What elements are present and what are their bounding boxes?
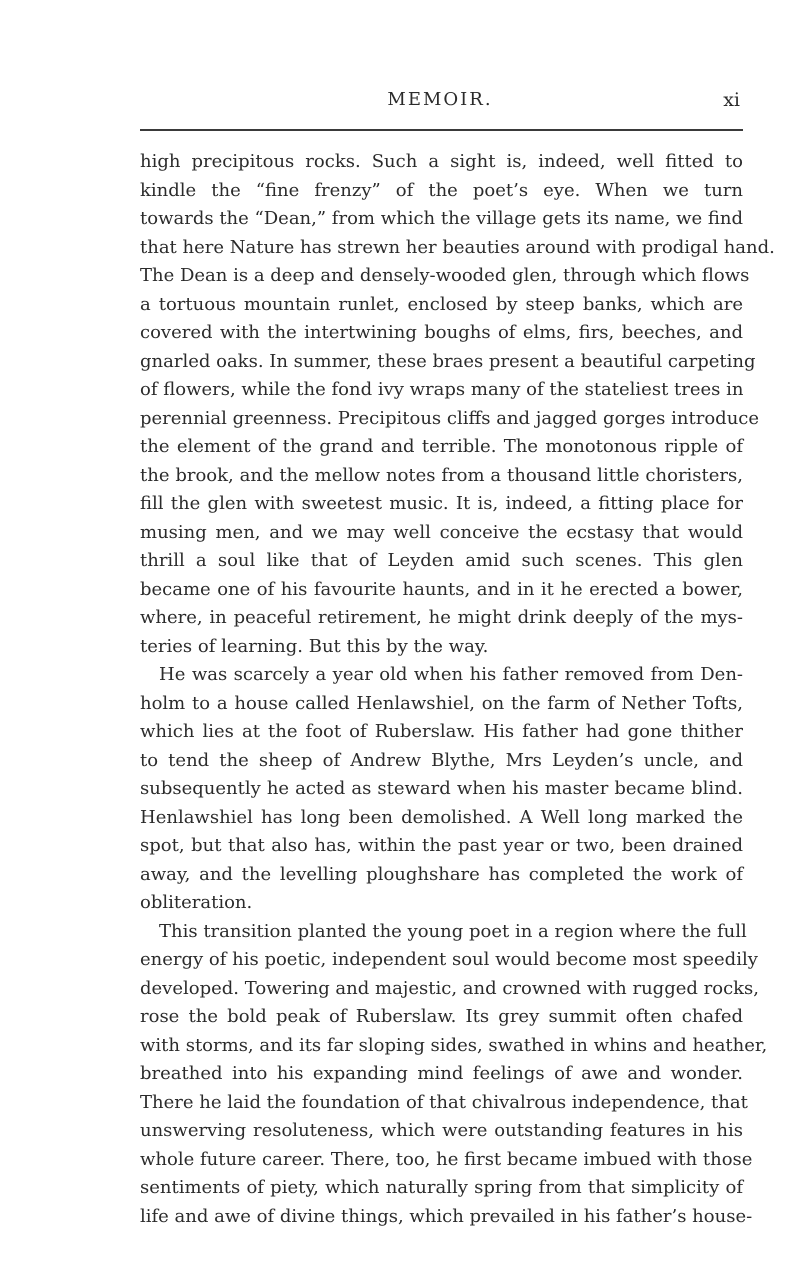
text-line: where, in peaceful retirement, he might drink deeply of the mys-	[140, 607, 743, 628]
text-line: towards the “Dean,” from which the village gets its name, we find	[140, 208, 743, 229]
running-title: MEMOIR.	[387, 89, 493, 110]
text-line: This transition planted the young poet in a region where the full	[159, 920, 747, 942]
text-line: a tortuous mountain runlet, enclosed by steep banks, which are	[140, 293, 743, 315]
text-line: that here Nature has strewn her beauties around with prodigal hand.	[140, 236, 775, 258]
text-line: breathed into his expanding mind feelings of awe and wonder.	[140, 1063, 743, 1084]
text-line: unswerving resoluteness, which were outstanding features in his	[140, 1120, 743, 1141]
text-line: thrill a soul like that of Leyden amid such scenes. This glen	[140, 550, 743, 571]
text-line: There he laid the foundation of that chivalrous independence, that	[140, 1091, 748, 1113]
text-line: obliteration.	[140, 892, 253, 913]
text-line: covered with the intertwining boughs of elms, firs, beeches, and	[140, 322, 743, 343]
text-line: sentiments of piety, which naturally spring from that simplicity of	[140, 1177, 743, 1198]
text-line: Henlawshiel has long been demolished. A Well long marked the	[140, 806, 743, 828]
text-line: with storms, and its far sloping sides, swathed in whins and heather,	[140, 1034, 768, 1056]
text-line: kindle the “fine frenzy” of the poet’s eye. When we turn	[140, 179, 743, 201]
text-line: high precipitous rocks. Such a sight is, indeed, well fitted to	[140, 151, 743, 172]
text-line: the element of the grand and terrible. The monotonous ripple of	[140, 436, 743, 457]
page-number: xi	[723, 89, 740, 111]
text-line: whole future career. There, too, he first became imbued with those	[140, 1148, 753, 1170]
text-line: The Dean is a deep and densely-wooded glen, through which flows	[140, 265, 750, 286]
text-line: of flowers, while the fond ivy wraps many of the stateliest trees in	[140, 379, 744, 400]
text-line: away, and the levelling ploughshare has completed the work of	[140, 863, 743, 885]
text-line: He was scarcely a year old when his father removed from Den-	[159, 664, 743, 685]
text-line: teries of learning. But this by the way.	[140, 635, 489, 657]
text-line: to tend the sheep of Andrew Blythe, Mrs Leyden’s uncle, and	[140, 749, 743, 771]
text-line: fill the glen with sweetest music. It is, indeed, a fitting place for	[140, 493, 743, 514]
text-line: energy of his poetic, independent soul would become most speedily	[140, 949, 758, 970]
text-line: gnarled oaks. In summer, these braes present a beautiful carpeting	[140, 350, 756, 372]
text-line: perennial greenness. Precipitous cliffs and jagged gorges introduce	[140, 407, 760, 429]
text-line: which lies at the foot of Ruberslaw. His father had gone thither	[140, 721, 743, 742]
text-line: holm to a house called Henlawshiel, on the farm of Nether Tofts,	[140, 692, 743, 714]
text-line: musing men, and we may well conceive the ecstasy that would	[140, 521, 743, 543]
body-text	[140, 148, 775, 1231]
text-line: became one of his favourite haunts, and in it he erected a bower,	[140, 578, 743, 600]
text-line: subsequently he acted as steward when his master became blind.	[140, 778, 743, 799]
text-line: the brook, and the mellow notes from a thousand little choristers,	[140, 464, 743, 486]
text-line: spot, but that also has, within the past year or two, been drained	[140, 835, 743, 856]
running-head	[140, 88, 740, 112]
text-line: life and awe of divine things, which prevailed in his father’s house-	[140, 1205, 753, 1227]
text-line: rose the bold peak of Ruberslaw. Its grey summit often chafed	[140, 1006, 743, 1027]
header-rule	[140, 129, 743, 131]
text-line: developed. Towering and majestic, and crowned with rugged rocks,	[140, 977, 760, 999]
